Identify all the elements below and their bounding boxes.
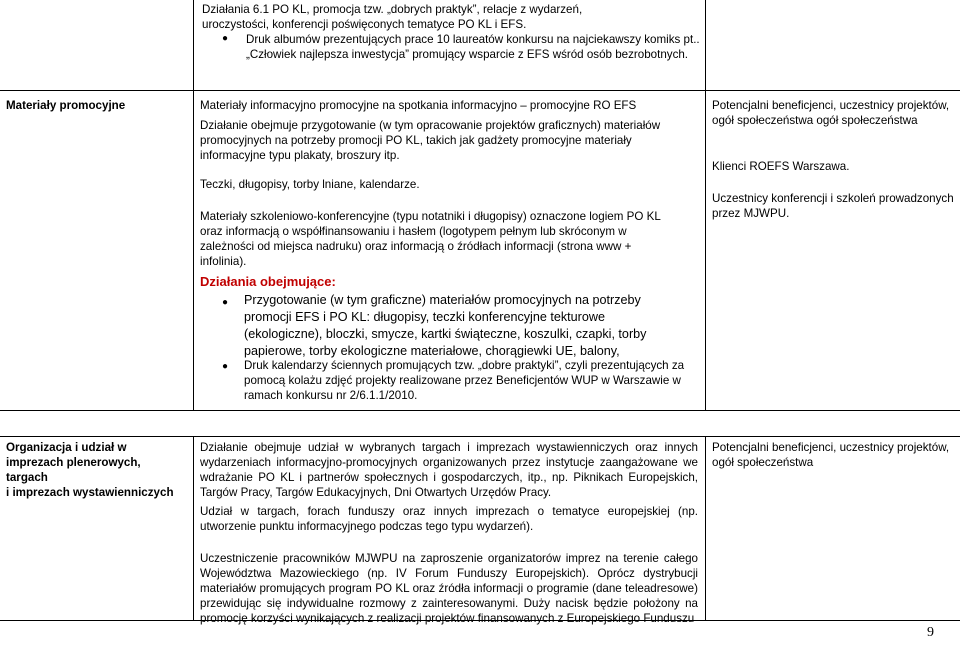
materials-p2: Działanie obejmuje przygotowanie (w tym opracowanie projektów graficznych) materiałów promocyjnych na potrzeby promocji PO KL, takich jak gadżety promocyjne materiały informacyjne typu plakaty, broszury itp. — [200, 119, 661, 162]
audience-3: Uczestnicy konferencji i szkoleń prowadzonych przez MJWPU. — [712, 192, 954, 220]
materials-audience — [712, 98, 957, 221]
bullet-icon: ● — [222, 33, 229, 44]
table-divider — [705, 90, 706, 410]
table-divider — [193, 436, 194, 620]
events-p2: Udział w targach, forach funduszy oraz innych imprezach o tematyce europejskiej (np. utworzenie punktu informacyjnego podczas tego typu wydarzeń). — [200, 505, 698, 533]
materials-description — [200, 98, 680, 269]
row-label-events: Organizacja i udział w imprezach plenerowych, targach i imprezach wystawienniczych — [6, 441, 174, 499]
table-divider — [0, 410, 960, 411]
bullet-icon: ● — [222, 297, 229, 308]
top-bullet-item: Druk albumów prezentujących prace 10 laureatów konkursu na najciekawszy komiks pt.. „Człowiek najlepsza inwestycja” promujący wsparcie z EFS wśród osób bezrobotnych. — [246, 33, 700, 61]
materials-p1: Materiały informacyjno promocyjne na spotkania informacyjno – promocyjne RO EFS — [200, 99, 637, 112]
page-number: 9 — [927, 625, 934, 640]
table-divider — [705, 0, 706, 90]
actions-bullet-1: Przygotowanie (w tym graficzne) materiałów promocyjnych na potrzeby promocji EFS i PO KL: długopisy, teczki konferencyjne tekturowe (ekologiczne), bloczki, smycze, kartki świąteczne, koszulki, czapki, torby papierowe, torby ekologiczne materiałowe, chorągiewki UE, balony, — [244, 293, 647, 358]
events-description — [200, 440, 698, 626]
top-line-1: Działania 6.1 PO KL, promocja tzw. „dobrych praktyk”, relacje z wydarzeń, — [202, 3, 583, 16]
top-line-2: uroczystości, konferencji poświęconych tematyce PO KL i EFS. — [202, 18, 527, 31]
materials-p3: Teczki, długopisy, torby lniane, kalendarze. — [200, 178, 420, 191]
events-p3: Uczestniczenie pracowników MJWPU na zaproszenie organizatorów imprez na terenie całego Województwa Mazowieckiego (np. IV Forum Funduszy Europejskich). Oprócz dystrybucji materiałów promujących program PO KL oraz źródła informacji o programie (dane teleadresowe) przewidując się indywidualne rozmowy z zainteresowanymi. Duży nacisk będzie położony na promocję korzyści wynikających z realizacji projektów finansowanych z Europejskiego Funduszu — [200, 552, 698, 625]
audience-1: Potencjalni beneficjenci, uczestnicy projektów, ogół społeczeństwa ogół społeczeństwa — [712, 99, 950, 127]
table-divider — [0, 436, 960, 437]
events-p1: Działanie obejmuje udział w wybranych targach i imprezach wystawienniczych oraz innych wydarzeniach informacyjno-promocyjnych organizowanych przez instytucje zaangażowane we wdrażanie PO KL i partnerów społecznych i gospodarczych, itp., np. Piknikach Europejskich, Targów Pracy, Targów Edukacyjnych, Dni Otwartych Urzędów Pracy. — [200, 441, 698, 499]
table-divider — [0, 90, 960, 91]
events-audience: Potencjalni beneficjenci, uczestnicy projektów, ogół społeczeństwa — [712, 441, 950, 469]
top-fragment — [202, 2, 702, 32]
audience-2: Klienci ROEFS Warszawa. — [712, 160, 850, 173]
actions-heading: Działania obejmujące: — [200, 274, 336, 289]
materials-p4: Materiały szkoleniowo-konferencyjne (typu notatniki i długopisy) oznaczone logiem PO KL oraz informacją o współfinansowaniu i hasłem (logotypem pełnym lub skróconym w zależności od miejsca nadruku) oraz informacją o źródłach informacji (strona www + infolinia). — [200, 210, 661, 268]
table-divider — [193, 90, 194, 410]
table-divider — [193, 0, 194, 90]
actions-bullet-2: Druk kalendarzy ściennych promujących tzw. „dobre praktyki”, czyli prezentujących za pomocą kolażu zdjęć projekty realizowane przez Beneficjentów WUP w Warszawie w ramach konkursu nr 2/6.1.1/2010. — [244, 359, 685, 402]
bullet-icon: ● — [222, 361, 229, 372]
row-label-materials: Materiały promocyjne — [6, 99, 126, 112]
table-divider — [705, 436, 706, 620]
